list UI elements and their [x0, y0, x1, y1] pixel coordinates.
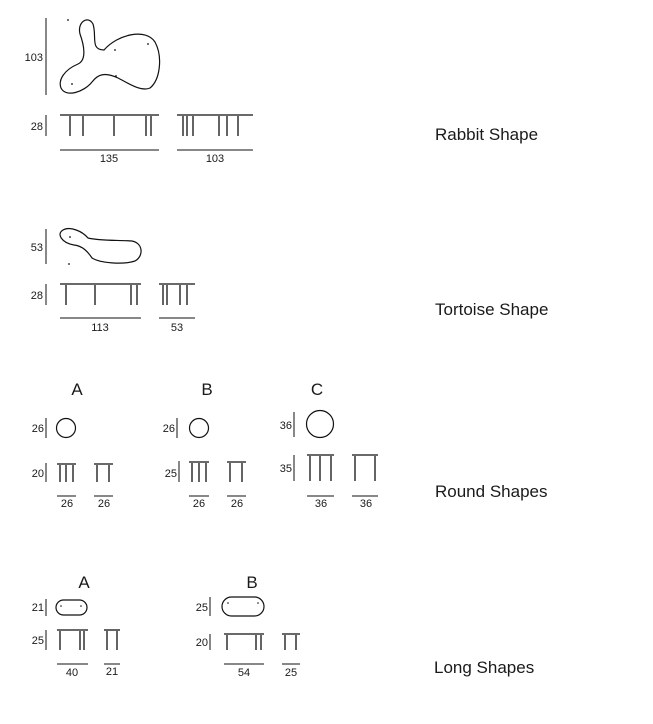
- rabbit-shape-caption: Rabbit Shape: [435, 125, 539, 144]
- long-a-width-label: 21: [105, 666, 119, 678]
- long-a-length-label: 40: [65, 667, 79, 679]
- long-b-leg-height-label: 20: [195, 637, 208, 649]
- round-shapes-section: [32, 380, 548, 510]
- round-b-width-label: 26: [230, 498, 244, 510]
- tortoise-top-height-label: 53: [30, 242, 43, 254]
- round-variant-b: [163, 380, 246, 510]
- long-a-top-height-label: 21: [31, 602, 44, 614]
- rabbit-shape-section: [25, 18, 538, 165]
- long-a-leg-height-label: 25: [31, 635, 44, 647]
- round-variant-c-letter: C: [310, 380, 324, 399]
- tortoise-side-view: [31, 284, 195, 334]
- rabbit-width-label: 103: [205, 153, 225, 165]
- long-a-top-outline: [56, 600, 87, 615]
- tortoise-width-label: 53: [170, 322, 184, 334]
- round-b-length-label: 26: [192, 498, 206, 510]
- long-b-top-height-label: 25: [195, 602, 208, 614]
- round-variant-b-letter: B: [201, 380, 213, 399]
- round-a-leg-height-label: 20: [31, 468, 44, 480]
- tortoise-top-view: [31, 229, 141, 265]
- round-b-top-outline: [190, 419, 209, 438]
- rabbit-leg-height-label: 28: [30, 121, 43, 133]
- round-variant-c: [280, 380, 378, 510]
- round-a-top-outline: [57, 419, 76, 438]
- round-c-length-label: 36: [314, 498, 328, 510]
- long-variant-b-letter: B: [246, 573, 258, 592]
- rabbit-side-view: [31, 115, 253, 165]
- round-b-leg-height-label: 25: [164, 468, 177, 480]
- round-a-length-label: 26: [60, 498, 74, 510]
- tortoise-shape-section: [31, 229, 549, 334]
- rabbit-top-height-label: 103: [24, 52, 43, 64]
- rabbit-length-label: 135: [99, 153, 119, 165]
- long-shapes-caption: Long Shapes: [434, 658, 535, 677]
- long-variant-a: [32, 573, 120, 679]
- round-a-width-label: 26: [97, 498, 111, 510]
- long-variant-b: [196, 573, 300, 679]
- round-a-top-height-label: 26: [31, 423, 44, 435]
- long-shapes-section: [32, 573, 534, 679]
- tortoise-outline: [60, 229, 141, 264]
- round-shapes-caption: Round Shapes: [435, 482, 548, 501]
- round-b-top-height-label: 26: [162, 423, 175, 435]
- long-variant-a-letter: A: [78, 573, 90, 592]
- tortoise-shape-caption: Tortoise Shape: [435, 300, 549, 319]
- round-c-top-height-label: 36: [279, 420, 292, 432]
- long-b-length-label: 54: [237, 667, 251, 679]
- round-c-top-outline: [307, 411, 334, 438]
- long-b-width-label: 25: [284, 667, 298, 679]
- rabbit-outline: [60, 20, 159, 93]
- round-c-width-label: 36: [359, 498, 373, 510]
- tortoise-length-label: 113: [91, 322, 109, 334]
- tortoise-leg-height-label: 28: [30, 290, 43, 302]
- long-b-top-outline: [222, 597, 264, 616]
- round-variant-a: [32, 380, 113, 510]
- round-c-leg-height-label: 35: [279, 463, 292, 475]
- round-variant-a-letter: A: [71, 380, 83, 399]
- rabbit-top-view: [25, 18, 160, 95]
